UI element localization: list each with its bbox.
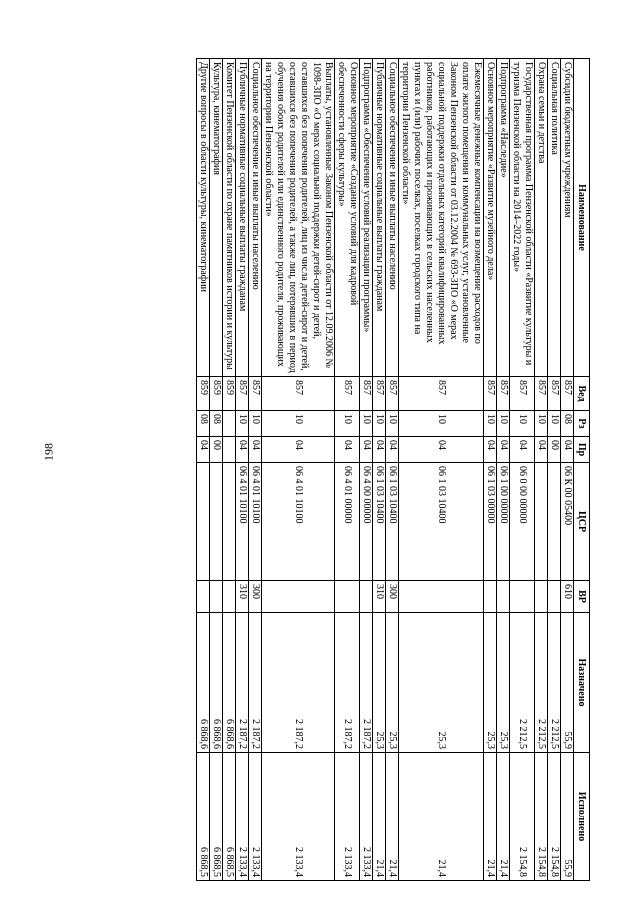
table-body — [197, 59, 574, 881]
cell-ved: 857 — [373, 377, 386, 411]
cell-rz: 10 — [262, 411, 335, 437]
cell-executed: 2 133,4 — [236, 753, 249, 881]
cell-vr — [335, 581, 360, 613]
cell-pr: 00 — [548, 437, 561, 463]
cell-vr: 310 — [373, 581, 386, 613]
cell-assigned: 2 212,5 — [535, 613, 548, 753]
cell-csr — [197, 463, 210, 581]
budget-table — [196, 58, 590, 881]
cell-rz: 08 — [561, 411, 574, 437]
cell-vr — [497, 581, 510, 613]
cell-pr: 04 — [236, 437, 249, 463]
cell-assigned: 2 187,2 — [360, 613, 373, 753]
cell-ved: 857 — [548, 377, 561, 411]
header-pr: Пр — [574, 437, 590, 463]
cell-csr: 06 4 01 10100 — [236, 463, 249, 581]
cell-name: Другие вопросы в области культуры, кинематографии — [197, 59, 210, 377]
cell-ved: 857 — [262, 377, 335, 411]
cell-pr: 04 — [386, 437, 399, 463]
cell-name: Социальная политика — [548, 59, 561, 377]
cell-ved: 857 — [386, 377, 399, 411]
cell-name: Ежемесячные денежные компенсации на возмещение расходов по оплате жилого помещения и коммунальных услуг, установленные Законом Пензенской области от 03.12.2004 № 693-ЗПО «О мерах социальной поддержки отдельных категорий квалифицированных работников, работающих и проживающих в сельских населенных пунктах и (или) рабочих поселках, поселках городского типа на территории Пензенской области» — [399, 59, 484, 377]
cell-rz: 10 — [548, 411, 561, 437]
cell-ved: 859 — [223, 377, 236, 411]
cell-pr: 04 — [535, 437, 548, 463]
cell-csr: 06 4 00 00000 — [360, 463, 373, 581]
cell-assigned: 2 187,2 — [249, 613, 262, 753]
cell-assigned: 25,3 — [399, 613, 484, 753]
cell-pr: 04 — [249, 437, 262, 463]
cell-executed: 21,4 — [386, 753, 399, 881]
table-row — [484, 59, 497, 881]
header-name: Наименование — [574, 59, 590, 377]
cell-name: Публичные нормативные социальные выплаты гражданам — [236, 59, 249, 377]
cell-vr — [535, 581, 548, 613]
cell-ved: 857 — [236, 377, 249, 411]
cell-rz: 10 — [360, 411, 373, 437]
cell-vr — [548, 581, 561, 613]
cell-assigned: 2 187,2 — [236, 613, 249, 753]
cell-vr — [197, 581, 210, 613]
header-ved: Вед — [574, 377, 590, 411]
cell-rz: 10 — [399, 411, 484, 437]
cell-rz: 10 — [386, 411, 399, 437]
cell-executed: 6 868,5 — [197, 753, 210, 881]
cell-executed: 21,4 — [373, 753, 386, 881]
cell-ved: 859 — [210, 377, 223, 411]
cell-name: Охрана семьи и детства — [535, 59, 548, 377]
cell-csr — [210, 463, 223, 581]
cell-vr: 300 — [249, 581, 262, 613]
cell-vr — [210, 581, 223, 613]
cell-rz: 10 — [484, 411, 497, 437]
table-row — [223, 59, 236, 881]
cell-rz: 10 — [510, 411, 535, 437]
cell-vr: 610 — [561, 581, 574, 613]
header-vr: ВР — [574, 581, 590, 613]
cell-csr: 06 1 00 00000 — [497, 463, 510, 581]
cell-rz: 10 — [497, 411, 510, 437]
cell-assigned: 25,3 — [373, 613, 386, 753]
cell-csr: 06 4 01 10100 — [249, 463, 262, 581]
cell-rz: 10 — [373, 411, 386, 437]
cell-name: Основное мероприятие «Создание условий для кадровой обеспеченности сферы культуры» — [335, 59, 360, 377]
cell-pr: 00 — [210, 437, 223, 463]
cell-csr: 06 0 00 00000 — [510, 463, 535, 581]
table-header-row — [574, 59, 590, 881]
cell-assigned: 25,3 — [386, 613, 399, 753]
cell-vr — [223, 581, 236, 613]
cell-name: Культура, кинематография — [210, 59, 223, 377]
cell-ved: 857 — [360, 377, 373, 411]
cell-executed: 6 868,5 — [223, 753, 236, 881]
cell-pr: 04 — [561, 437, 574, 463]
cell-name: Подпрограмма «Обеспечение условий реализации программы» — [360, 59, 373, 377]
cell-executed: 2 133,4 — [249, 753, 262, 881]
cell-vr — [484, 581, 497, 613]
cell-executed: 2 154,8 — [510, 753, 535, 881]
cell-csr — [548, 463, 561, 581]
table-row — [497, 59, 510, 881]
table-row — [548, 59, 561, 881]
cell-rz: 10 — [535, 411, 548, 437]
header-executed: Исполнено — [574, 753, 590, 881]
table-row — [249, 59, 262, 881]
cell-ved: 857 — [510, 377, 535, 411]
cell-name: Социальное обеспечение и иные выплаты населению — [386, 59, 399, 377]
table-row — [197, 59, 210, 881]
cell-pr — [223, 437, 236, 463]
cell-assigned: 6 868,6 — [210, 613, 223, 753]
cell-vr — [399, 581, 484, 613]
cell-csr: 06 1 03 10400 — [373, 463, 386, 581]
cell-csr: 06 4 01 00000 — [335, 463, 360, 581]
cell-pr: 04 — [197, 437, 210, 463]
cell-pr: 04 — [335, 437, 360, 463]
cell-csr: 06 К 00 05400 — [561, 463, 574, 581]
cell-ved: 857 — [335, 377, 360, 411]
cell-executed: 21,4 — [399, 753, 484, 881]
cell-vr — [510, 581, 535, 613]
cell-vr — [262, 581, 335, 613]
cell-ved: 857 — [484, 377, 497, 411]
table-row — [210, 59, 223, 881]
cell-rz — [223, 411, 236, 437]
table-row — [561, 59, 574, 881]
cell-name: Выплаты, установленные Законом Пензенской области от 12.09.2006 № 1098-ЗПО «О мерах социальной поддержки детей-сирот и детей, оставшихся без попечения родителей, лиц из числа детей-сирот и детей, оставшихся без попечения родителей, а также лиц, потерявших в период обучения обоих родителей или единственного родителя, проживающих на территории Пензенской области» — [262, 59, 335, 377]
cell-name: Основное мероприятие «Развитие музейного дела» — [484, 59, 497, 377]
cell-rz: 10 — [236, 411, 249, 437]
cell-executed: 2 133,4 — [262, 753, 335, 881]
cell-name: Публичные нормативные социальные выплаты гражданам — [373, 59, 386, 377]
cell-name: Социальное обеспечение и иные выплаты населению — [249, 59, 262, 377]
table-row — [373, 59, 386, 881]
budget-table-container — [196, 58, 590, 880]
cell-rz: 10 — [249, 411, 262, 437]
cell-assigned: 25,3 — [497, 613, 510, 753]
cell-name: Субсидии бюджетным учреждениям — [561, 59, 574, 377]
cell-rz: 08 — [197, 411, 210, 437]
cell-pr: 04 — [360, 437, 373, 463]
cell-csr: 06 4 01 10100 — [262, 463, 335, 581]
header-csr: ЦСР — [574, 463, 590, 581]
cell-pr: 04 — [399, 437, 484, 463]
cell-executed: 2 154,8 — [535, 753, 548, 881]
cell-rz: 08 — [210, 411, 223, 437]
table-row — [535, 59, 548, 881]
cell-vr — [360, 581, 373, 613]
cell-pr: 04 — [484, 437, 497, 463]
cell-executed: 2 133,4 — [360, 753, 373, 881]
cell-csr: 06 1 03 10400 — [399, 463, 484, 581]
cell-vr: 310 — [236, 581, 249, 613]
cell-pr: 04 — [510, 437, 535, 463]
table-row — [510, 59, 535, 881]
cell-ved: 857 — [497, 377, 510, 411]
cell-ved: 857 — [535, 377, 548, 411]
cell-rz: 10 — [335, 411, 360, 437]
cell-csr — [223, 463, 236, 581]
cell-executed: 55,9 — [561, 753, 574, 881]
cell-assigned: 2 187,2 — [262, 613, 335, 753]
cell-assigned: 2 212,5 — [510, 613, 535, 753]
cell-name: Подпрограмма «Наследие» — [497, 59, 510, 377]
cell-pr: 04 — [373, 437, 386, 463]
cell-ved: 857 — [249, 377, 262, 411]
cell-vr: 300 — [386, 581, 399, 613]
table-row — [335, 59, 360, 881]
cell-pr: 04 — [497, 437, 510, 463]
cell-executed: 21,4 — [497, 753, 510, 881]
cell-assigned: 6 868,6 — [197, 613, 210, 753]
cell-assigned: 6 868,6 — [223, 613, 236, 753]
table-row — [262, 59, 335, 881]
header-assigned: Назначено — [574, 613, 590, 753]
cell-ved: 857 — [399, 377, 484, 411]
cell-assigned: 2 187,2 — [335, 613, 360, 753]
table-row — [399, 59, 484, 881]
cell-assigned: 2 212,5 — [548, 613, 561, 753]
cell-ved: 859 — [197, 377, 210, 411]
cell-csr: 06 1 03 10400 — [386, 463, 399, 581]
cell-executed: 2 133,4 — [335, 753, 360, 881]
cell-executed: 6 868,5 — [210, 753, 223, 881]
cell-assigned: 55,9 — [561, 613, 574, 753]
cell-executed: 21,4 — [484, 753, 497, 881]
page-number-text: 198 — [41, 443, 56, 461]
cell-ved: 857 — [561, 377, 574, 411]
cell-csr: 06 1 03 00000 — [484, 463, 497, 581]
header-rz: Рз — [574, 411, 590, 437]
cell-assigned: 25,3 — [484, 613, 497, 753]
cell-pr: 04 — [262, 437, 335, 463]
cell-name: Государственная программа Пензенской области «Развитие культуры и туризма Пензенской области на 2014–2022 годы» — [510, 59, 535, 377]
cell-executed: 2 154,8 — [548, 753, 561, 881]
cell-csr — [535, 463, 548, 581]
cell-name: Комитет Пензенской области по охране памятников истории и культуры — [223, 59, 236, 377]
table-row — [236, 59, 249, 881]
table-row — [360, 59, 373, 881]
table-row — [386, 59, 399, 881]
